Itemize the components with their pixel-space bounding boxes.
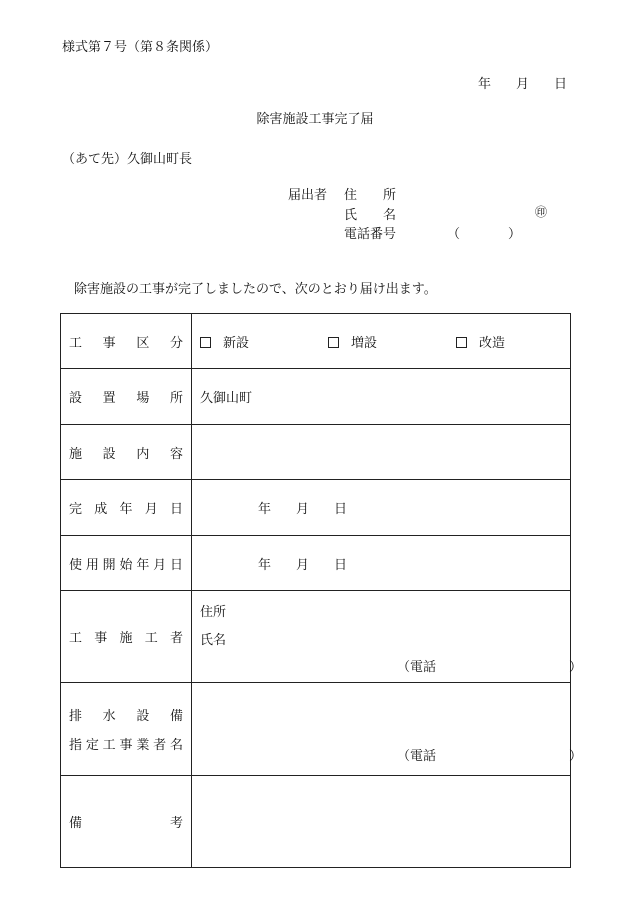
label-char: 工 [69,631,83,646]
drainage-phone-close: ） [569,749,583,764]
label-char: 月 [144,502,158,517]
label-start-date [61,536,192,591]
label-char: 備 [69,816,83,831]
label-char: 考 [169,816,183,831]
phone-close-paren: ） [508,227,522,242]
contractor-name-label: 氏名 [200,633,227,648]
label-char: 工 [102,738,116,753]
row-remarks [61,776,571,868]
completion-day: 日 [334,502,348,517]
label-char: 者 [169,631,183,646]
contractor-phone-close: ） [569,660,583,675]
label-char: 用 [85,557,99,573]
label-char: 設 [102,446,116,462]
label-char: 使 [69,557,83,573]
label-char: 日 [169,557,183,573]
option-new[interactable]: 新設 [200,332,328,351]
label-char: 者 [153,738,167,753]
label-char: 日 [169,502,183,517]
checkbox-icon [456,337,467,348]
applicant-phone-field[interactable] [447,223,521,242]
row-start-date [61,536,571,591]
checkbox-icon [200,337,211,348]
label-location [61,369,192,425]
submission-date [478,73,567,92]
form-number: 様式第７号（第８条関係） [62,40,219,55]
label-char: 完 [69,502,83,517]
value-drainage[interactable] [192,683,583,776]
label-char: 開 [102,557,116,573]
label-char: 区 [136,335,150,351]
location-value: 久御山町 [200,391,253,406]
start-year: 年 [258,557,272,573]
label-completion-date [61,480,192,536]
completion-year: 年 [258,502,272,517]
phone-open-paren: （ [447,227,461,242]
option-expand[interactable]: 増設 [328,332,456,351]
seal-mark: ㊞ [535,205,548,219]
label-char: 排 [69,709,83,724]
applicant-label: 届出者 [288,188,328,203]
label-char: 事 [119,738,133,753]
form-table [60,313,583,868]
applicant-name-label: 氏 名 [344,208,397,223]
row-drainage [61,683,571,776]
label-char: 施 [119,631,133,646]
value-contractor[interactable] [192,591,583,683]
label-char: 設 [136,709,150,724]
label-char: 指 [69,738,83,753]
row-completion-date [61,480,571,536]
start-day: 日 [334,557,348,573]
row-content [61,425,571,480]
label-remarks [61,776,192,868]
applicant-address-label: 住 所 [344,188,397,203]
date-month: 月 [516,77,530,92]
label-char: 事 [94,631,108,646]
label-char: 内 [136,446,150,462]
row-contractor [61,591,571,683]
label-char: 月 [153,557,167,573]
completion-month: 月 [296,502,310,517]
statement: 除害施設の工事が完了しましたので、次のとおり届け出ます。 [74,282,437,297]
contractor-address-label: 住所 [200,605,227,620]
row-work-type [61,314,571,369]
label-char: 備 [169,709,183,724]
value-completion-date[interactable] [192,480,571,536]
label-char: 設 [69,391,83,406]
label-content [61,425,192,480]
label-char: 施 [69,446,83,462]
label-char: 水 [102,709,116,724]
option-modify[interactable]: 改造 [456,332,505,351]
drainage-phone-label: （電話 [397,749,437,764]
label-char: 名 [169,738,183,753]
checkbox-icon [328,337,339,348]
label-drainage [61,683,192,776]
label-char: 場 [136,391,150,406]
start-month: 月 [296,557,310,573]
document-title: 除害施設工事完了届 [256,112,374,127]
value-location[interactable] [192,369,571,425]
row-location [61,369,571,425]
label-char: 年 [136,557,150,573]
value-remarks[interactable] [192,776,571,868]
label-char: 業 [136,738,150,753]
value-content[interactable] [192,425,571,480]
date-year: 年 [478,77,492,92]
label-char: 定 [85,738,99,753]
label-char: 工 [69,335,83,351]
label-char: 置 [102,391,116,406]
value-work-type [192,314,571,369]
addressee: （あて先）久御山町長 [62,152,193,167]
label-char: 分 [169,335,183,351]
label-contractor [61,591,192,683]
label-work-type [61,314,192,369]
label-char: 工 [144,631,158,646]
value-start-date[interactable] [192,536,571,591]
date-day: 日 [554,77,568,92]
label-char: 年 [119,502,133,517]
contractor-phone-label: （電話 [397,660,437,675]
label-char: 容 [169,446,183,462]
label-char: 始 [119,557,133,573]
label-char: 事 [102,335,116,351]
applicant-phone-label: 電話番号 [344,227,397,242]
label-char: 成 [94,502,108,517]
label-char: 所 [169,391,183,406]
